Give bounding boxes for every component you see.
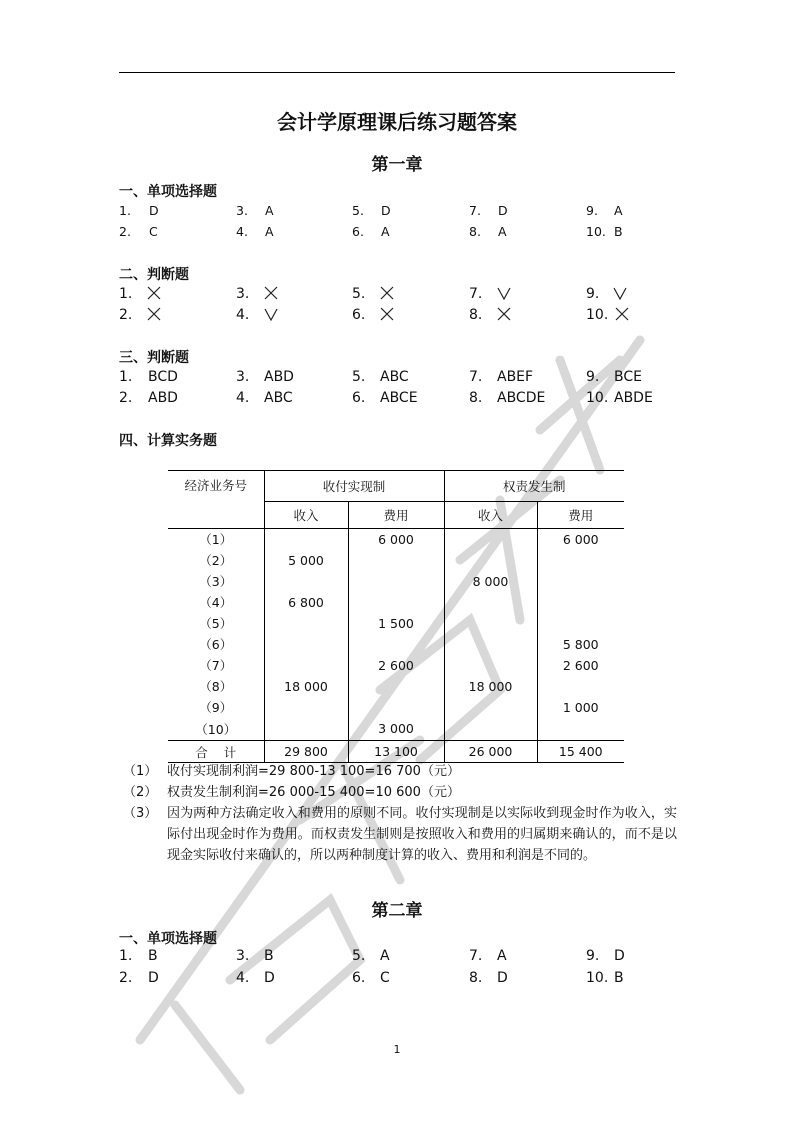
answer: B [264, 948, 274, 964]
cross-icon [147, 307, 161, 323]
row-id: （1） [199, 532, 233, 548]
note-number: （3） [123, 806, 158, 821]
accrual-expense: 5 800 [537, 634, 624, 655]
item-number: 9. [586, 203, 598, 218]
cross-icon [380, 307, 394, 323]
accrual-income [444, 550, 537, 571]
item-number: 6. [352, 390, 366, 406]
cash-expense: 2 600 [348, 655, 444, 676]
answer: A [265, 224, 274, 239]
item-number: 5. [352, 369, 366, 385]
row-id: （8） [199, 679, 233, 694]
answer: B [614, 224, 623, 239]
note-item [119, 761, 679, 782]
answer-row [119, 307, 679, 327]
row-id: （3） [199, 574, 233, 589]
header-income: 收入 [264, 502, 348, 529]
answer: BCE [614, 369, 642, 385]
cross-icon [497, 307, 511, 323]
item-number: 10. [586, 307, 609, 323]
answer: ABCE [380, 390, 418, 406]
answer-row [119, 948, 679, 968]
row-id: （5） [199, 616, 233, 631]
answer: ABC [264, 390, 293, 406]
item-number: 5. [352, 203, 364, 218]
note-number: （1） [123, 764, 158, 779]
header-cash-basis: 收付实现制 [264, 471, 444, 502]
cash-income [264, 529, 348, 550]
cash-expense [348, 550, 444, 571]
item-number: 2. [119, 970, 133, 986]
accrual-income [444, 634, 537, 655]
item-number: 10. [586, 390, 609, 406]
answer: D [148, 970, 159, 986]
answer: BCD [148, 369, 178, 385]
answer: C [149, 224, 158, 239]
accrual-expense [537, 676, 624, 697]
note-text: 因为两种方法确定收入和费用的原则不同。收付实现制是以实际收到现金时作为收入，实际付出现金时作为费用。而权责发生制则是按照收入和费用的归属期来确认的，而不是以现金实际收付来确认的，所以两种制度计算的收入、费用和利润是不同的。 [167, 806, 677, 863]
item-number: 6. [352, 970, 366, 986]
item-number: 10. [586, 224, 606, 239]
answer: D [498, 203, 508, 218]
accrual-expense: 1 000 [537, 697, 624, 718]
table-row [168, 529, 624, 550]
item-number: 4. [236, 390, 250, 406]
document-title: 会计学原理课后练习题答案 [277, 110, 517, 134]
cross-icon [380, 286, 394, 302]
table-row [168, 655, 624, 676]
item-number: 1. [119, 369, 133, 385]
section-heading: 一、单项选择题 [119, 184, 217, 200]
section-heading: 二、判断题 [119, 267, 189, 283]
header-expense: 费用 [348, 502, 444, 529]
answer-row [119, 970, 679, 990]
accrual-income [444, 592, 537, 613]
answer: A [497, 948, 507, 964]
section-heading: 三、判断题 [119, 350, 189, 366]
answer-row [119, 286, 679, 306]
item-number: 1. [119, 286, 133, 302]
item-number: 1. [119, 203, 131, 218]
cash-income [264, 655, 348, 676]
answer-row [119, 390, 679, 410]
note-text: 权责发生制利润=26 000-15 400=10 600（元） [167, 785, 460, 800]
item-number: 2. [119, 224, 131, 239]
item-number: 4. [236, 224, 248, 239]
accrual-expense [537, 718, 624, 741]
answer: A [498, 224, 507, 239]
cross-icon [615, 307, 629, 323]
accrual-expense: 6 000 [537, 529, 624, 550]
chapter-1-title: 第一章 [371, 155, 423, 175]
answer-row [119, 369, 679, 389]
cash-income [264, 697, 348, 718]
cash-expense: 6 000 [348, 529, 444, 550]
row-id: （10） [195, 721, 237, 737]
item-number: 7. [469, 286, 483, 302]
check-icon [497, 286, 511, 302]
check-icon [264, 307, 278, 323]
note-item [119, 803, 679, 887]
note-number: （2） [123, 785, 158, 800]
row-id: （2） [199, 553, 233, 568]
row-id: （4） [199, 595, 233, 610]
accrual-expense [537, 550, 624, 571]
header-income: 收入 [444, 502, 537, 529]
item-number: 9. [586, 369, 600, 385]
total-accrual-income: 26 000 [444, 741, 537, 763]
calculation-table [168, 470, 624, 763]
total-accrual-expense: 15 400 [537, 741, 624, 763]
item-number: 4. [236, 307, 250, 323]
accrual-income [444, 697, 537, 718]
table-row [168, 592, 624, 613]
answer: C [380, 970, 390, 986]
answer: ABC [380, 369, 409, 385]
item-number: 7. [469, 369, 483, 385]
item-number: 9. [586, 948, 600, 964]
chapter-2-title: 第二章 [371, 901, 423, 921]
note-text: 收付实现制利润=29 800-13 100=16 700（元） [167, 764, 460, 779]
answer: B [148, 948, 158, 964]
page-number: 1 [393, 1043, 401, 1056]
cash-expense [348, 634, 444, 655]
cash-income [264, 613, 348, 634]
table-row [168, 697, 624, 718]
cash-expense [348, 592, 444, 613]
item-number: 8. [469, 307, 483, 323]
cash-income [264, 718, 348, 741]
accrual-income [444, 529, 537, 550]
accrual-expense [537, 571, 624, 592]
item-number: 2. [119, 307, 133, 323]
item-number: 1. [119, 948, 133, 964]
note-item [119, 782, 679, 803]
item-number: 4. [236, 970, 250, 986]
cash-income: 5 000 [264, 550, 348, 571]
accrual-expense [537, 613, 624, 634]
cross-icon [264, 286, 278, 302]
item-number: 7. [469, 203, 481, 218]
answer-row [119, 203, 679, 223]
item-number: 8. [469, 970, 483, 986]
cash-expense [348, 697, 444, 718]
item-number: 3. [236, 286, 250, 302]
item-number: 6. [352, 307, 366, 323]
answer: ABDE [614, 390, 653, 406]
item-number: 8. [469, 224, 481, 239]
accrual-expense [537, 592, 624, 613]
answer-row [119, 224, 679, 244]
table-row [168, 550, 624, 571]
total-cash-expense: 13 100 [348, 741, 444, 763]
cash-income [264, 571, 348, 592]
item-number: 7. [469, 948, 483, 964]
item-number: 3. [236, 948, 250, 964]
item-number: 5. [352, 948, 366, 964]
row-id: （7） [199, 658, 233, 673]
item-number: 2. [119, 390, 133, 406]
table-row [168, 718, 624, 741]
item-number: 3. [236, 369, 250, 385]
item-number: 3. [236, 203, 248, 218]
answer: A [265, 203, 274, 218]
answer: D [614, 948, 625, 964]
header-item-number: 经济业务号 [168, 471, 264, 529]
cross-icon [147, 286, 161, 302]
accrual-income [444, 655, 537, 676]
table-row [168, 634, 624, 655]
section-heading: 一、单项选择题 [119, 931, 217, 947]
table-row [168, 571, 624, 592]
item-number: 6. [352, 224, 364, 239]
header-expense: 费用 [537, 502, 624, 529]
accrual-expense: 2 600 [537, 655, 624, 676]
answer: D [149, 203, 159, 218]
table-row [168, 676, 624, 697]
total-cash-income: 29 800 [264, 741, 348, 763]
answer: D [381, 203, 391, 218]
row-id: （9） [199, 700, 233, 715]
answer: D [497, 970, 508, 986]
item-number: 5. [352, 286, 366, 302]
answer: A [614, 203, 623, 218]
answer: ABEF [497, 369, 534, 385]
cash-expense [348, 676, 444, 697]
answer: ABD [148, 390, 178, 406]
accrual-income: 18 000 [444, 676, 537, 697]
answer: A [381, 224, 390, 239]
check-icon [613, 286, 627, 302]
answer: B [614, 970, 624, 986]
header-rule [119, 72, 675, 73]
cash-expense: 1 500 [348, 613, 444, 634]
cash-income [264, 634, 348, 655]
accrual-income [444, 718, 537, 741]
section-heading: 四、计算实务题 [119, 433, 217, 449]
answer: ABCDE [497, 390, 546, 406]
table-total-row [168, 741, 624, 763]
table-row [168, 613, 624, 634]
accrual-income [444, 613, 537, 634]
cash-income: 18 000 [264, 676, 348, 697]
item-number: 10. [586, 970, 609, 986]
row-id: （6） [199, 637, 233, 652]
item-number: 9. [586, 286, 600, 302]
item-number: 8. [469, 390, 483, 406]
accrual-income: 8 000 [444, 571, 537, 592]
total-label: 合 计 [168, 741, 264, 763]
answer: A [380, 948, 390, 964]
answer: D [264, 970, 275, 986]
answer: ABD [264, 369, 294, 385]
header-accrual-basis: 权责发生制 [444, 471, 624, 502]
cash-expense: 3 000 [348, 718, 444, 741]
cash-income: 6 800 [264, 592, 348, 613]
cash-expense [348, 571, 444, 592]
